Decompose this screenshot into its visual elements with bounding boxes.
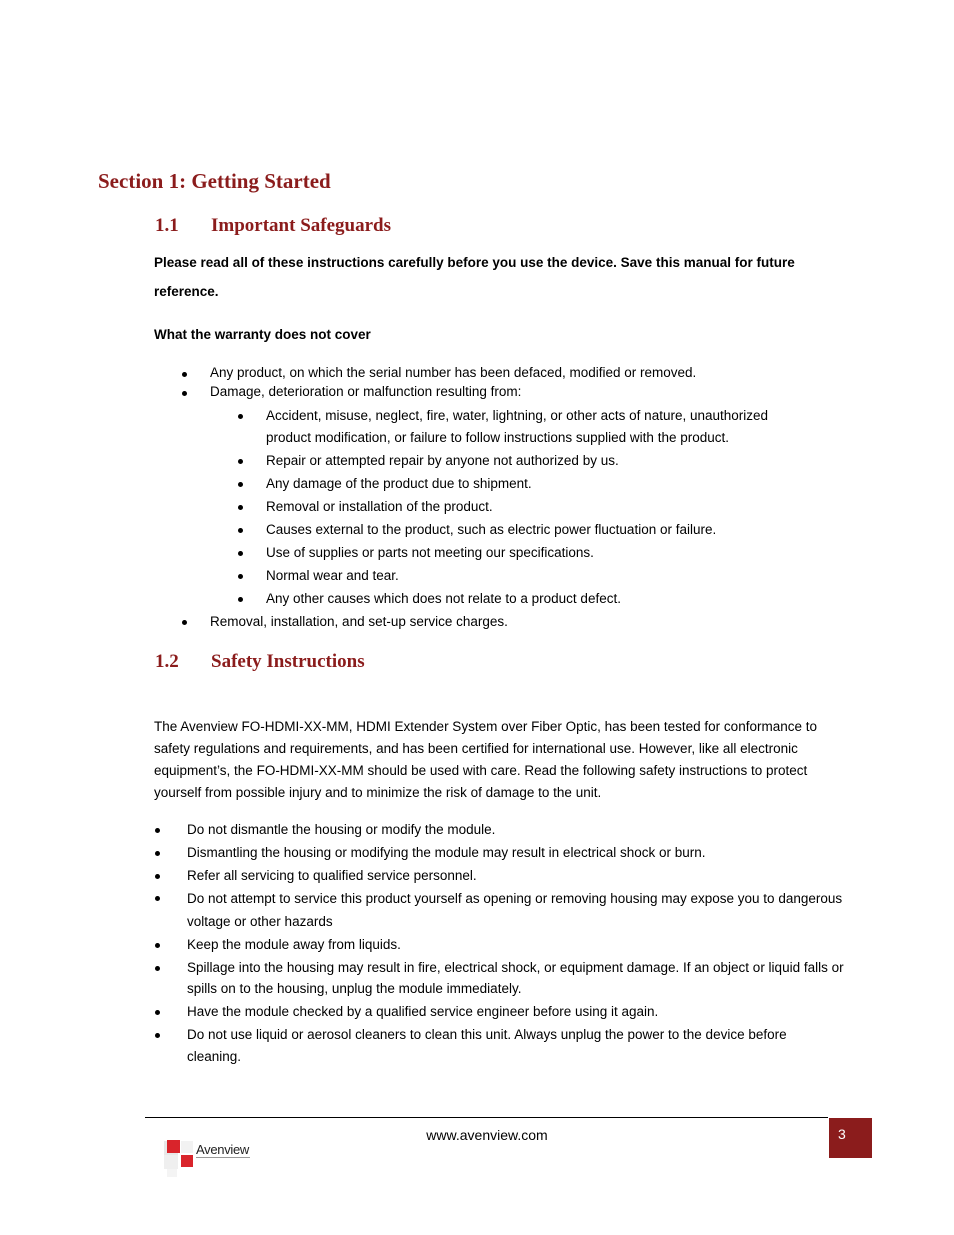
list-item-text: Do not dismantle the housing or modify the module. xyxy=(187,822,496,837)
list-item-text: Do not use liquid or aerosol cleaners to clean this unit. Always unplug the power to the device before cleaning. xyxy=(187,1027,787,1064)
subsection-number: 1.2 xyxy=(155,651,179,672)
logo-text: Avenview xyxy=(196,1142,250,1157)
avenview-logo xyxy=(164,1138,260,1180)
section-title: Section 1: Getting Started xyxy=(98,169,331,193)
list-item xyxy=(154,363,834,382)
list-item-text: Keep the module away from liquids. xyxy=(187,937,401,952)
list-item-text: Any product, on which the serial number has been defaced, modified or removed. xyxy=(210,365,697,380)
list-item-text: Normal wear and tear. xyxy=(266,568,399,583)
safety-list xyxy=(154,819,844,1068)
list-item xyxy=(210,450,810,472)
list-item-text: Refer all servicing to qualified service personnel. xyxy=(187,868,477,883)
footer-divider xyxy=(145,1117,828,1118)
list-item xyxy=(154,934,844,956)
list-item xyxy=(210,542,810,564)
list-item xyxy=(154,865,844,887)
subsection-title-safety xyxy=(155,650,365,674)
warranty-list-end xyxy=(154,611,834,633)
list-item-text: Any damage of the product due to shipment. xyxy=(266,476,532,491)
list-item xyxy=(154,1001,844,1023)
list-item-text: Any other causes which does not relate to a product defect. xyxy=(266,591,621,606)
list-item xyxy=(210,565,810,587)
warranty-heading: What the warranty does not cover xyxy=(154,327,371,342)
list-item-text: Have the module checked by a qualified service engineer before using it again. xyxy=(187,1004,659,1019)
page-number: 3 xyxy=(838,1126,846,1142)
list-item-text: Dismantling the housing or modifying the module may result in electrical shock or burn. xyxy=(187,845,706,860)
page-number-box xyxy=(829,1118,872,1158)
list-item xyxy=(154,1024,844,1068)
list-item xyxy=(210,496,810,518)
safety-paragraph: The Avenview FO-HDMI-XX-MM, HDMI Extender System over Fiber Optic, has been tested for conformance to safety regulations and requirements, and has been certified for international use. However, like all electronic equipment’s, the FO-HDMI-XX-MM should be used with care. Read the following safety instructions to protect yourself from possible injury and to minimize the risk of damage to the unit. xyxy=(154,719,817,800)
list-item-text: Damage, deterioration or malfunction resulting from: xyxy=(210,384,522,399)
warranty-list xyxy=(154,363,834,401)
list-item-text: Causes external to the product, such as electric power fluctuation or failure. xyxy=(266,522,717,537)
list-item-text: Accident, misuse, neglect, fire, water, lightning, or other acts of nature, unauthorized product modification, or failure to follow instructions supplied with the product. xyxy=(266,408,769,445)
list-item xyxy=(154,842,844,864)
subsection-title-safeguards xyxy=(155,214,391,238)
list-item-text: Spillage into the housing may result in fire, electrical shock, or equipment damage. If an object or liquid falls or spills on to the housing, unplug the module immediately. xyxy=(187,960,844,996)
list-item xyxy=(154,611,834,633)
list-item-text: Removal or installation of the product. xyxy=(266,499,493,514)
list-item xyxy=(154,887,844,933)
subsection-number: 1.1 xyxy=(155,215,179,236)
list-item-text: Use of supplies or parts not meeting our specifications. xyxy=(266,545,594,560)
warranty-sublist xyxy=(210,405,810,610)
subsection-label: Safety Instructions xyxy=(211,651,365,672)
list-item-text: Do not attempt to service this product yourself as opening or removing housing may expose you to dangerous voltage or other hazards xyxy=(187,891,843,929)
list-item xyxy=(210,405,810,449)
list-item xyxy=(210,588,810,610)
subsection-label: Important Safeguards xyxy=(211,215,391,236)
list-item-text: Repair or attempted repair by anyone not authorized by us. xyxy=(266,453,619,468)
footer-url: www.avenview.com xyxy=(426,1127,548,1143)
list-item xyxy=(210,519,810,541)
safeguards-intro: Please read all of these instructions carefully before you use the device. Save this manual for future reference. xyxy=(154,255,795,299)
list-item-text: Removal, installation, and set-up service charges. xyxy=(210,614,508,629)
list-item xyxy=(154,819,844,841)
list-item xyxy=(154,382,834,401)
list-item xyxy=(210,473,810,495)
logo-underline xyxy=(196,1157,250,1158)
list-item xyxy=(154,957,844,999)
